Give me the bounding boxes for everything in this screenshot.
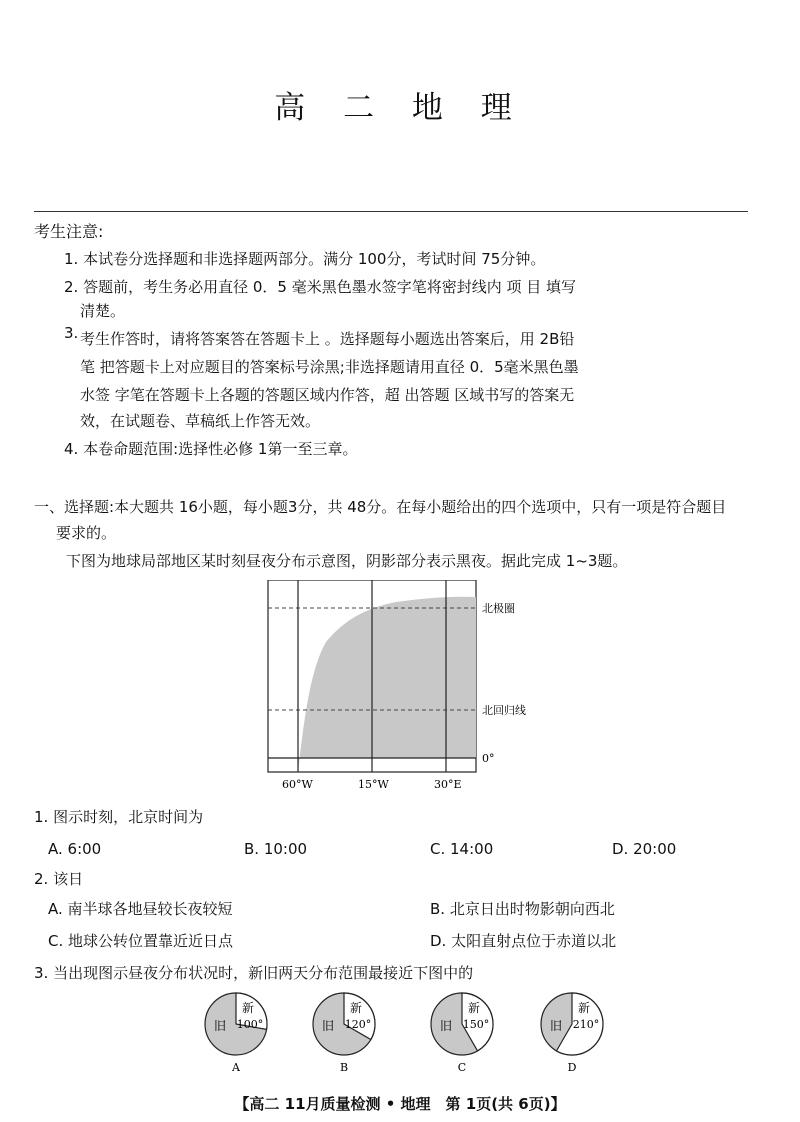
pie-angle-label: 120° (344, 1018, 372, 1031)
pie-option-b (313, 993, 375, 1074)
q3-pie-options (200, 984, 620, 1080)
notice-line-4: 4. 本卷命题范围:选择性必修 1第一至三章。 (64, 440, 358, 458)
pie-option-c (431, 993, 493, 1074)
q2-option-a: A. 南半球各地昼较长夜较短 (48, 900, 233, 918)
notice-heading: 考生注意: (34, 222, 104, 241)
q1-option-a: A. 6:00 (48, 840, 102, 858)
lon-label-15w: 15°W (358, 778, 389, 791)
lon-label-30e: 30°E (434, 778, 462, 791)
pie-angle-label: 100° (236, 1018, 264, 1031)
pie-old-label: 旧 (213, 1019, 227, 1033)
notice-line-3-num: 3. (64, 324, 79, 342)
q1-option-b: B. 10:00 (244, 840, 308, 858)
notice-line-2b: 清楚。 (80, 302, 126, 320)
pie-letter: C (457, 1061, 467, 1074)
question-2-stem: 2. 该日 (34, 870, 84, 888)
day-night-figure (266, 580, 526, 795)
label-arctic: 北极圈 (482, 602, 515, 615)
page-footer: 【高二 11月质量检测 • 地理 第 1页(共 6页)】 (234, 1095, 566, 1113)
pie-old-label: 旧 (549, 1019, 563, 1033)
pie-letter: A (232, 1061, 240, 1074)
figure-intro: 下图为地球局部地区某时刻昼夜分布示意图，阴影部分表示黑夜。据此完成 1~3题。 (66, 552, 628, 570)
pie-new-label: 新 (349, 1001, 363, 1015)
label-equator: 0° (482, 752, 495, 765)
notice-line-3d: 效，在试题卷、草稿纸上作答无效。 (80, 412, 321, 430)
pie-new-label: 新 (467, 1001, 481, 1015)
q2-option-b: B. 北京日出时物影朝向西北 (430, 900, 615, 918)
q1-option-c: C. 14:00 (430, 840, 494, 858)
pie-new-label: 新 (577, 1001, 591, 1015)
pie-letter: B (339, 1061, 349, 1074)
pie-old-label: 旧 (321, 1019, 335, 1033)
notice-line-3b: 笔 把答题卡上对应题目的答案标号涂黑;非选择题请用直径 0．5毫米黑色墨 (80, 358, 579, 376)
header-divider (34, 211, 748, 212)
pie-letter: D (567, 1061, 577, 1074)
q2-option-d: D. 太阳直射点位于赤道以北 (430, 932, 617, 950)
label-tropic: 北回归线 (482, 704, 526, 717)
section-heading-line1: 一、选择题:本大题共 16小题，每小题3分，共 48分。在每小题给出的四个选项中，只有一项是符合题目 (34, 498, 727, 516)
pie-option-d (541, 993, 603, 1074)
pie-angle-label: 150° (462, 1018, 490, 1031)
lon-label-60w: 60°W (282, 778, 313, 791)
notice-line-3c: 水签 字笔在答题卡上各题的答题区域内作答，超 出答题 区域书写的答案无 (80, 386, 575, 404)
q1-option-d: D. 20:00 (612, 840, 677, 858)
pie-angle-label: 210° (572, 1018, 600, 1031)
notice-line-1: 1. 本试卷分选择题和非选择题两部分。满分 100分，考试时间 75分钟。 (64, 250, 546, 268)
page-title: 高 二 地 理 (274, 90, 526, 126)
pie-old-label: 旧 (439, 1019, 453, 1033)
question-1-stem: 1. 图示时刻，北京时间为 (34, 808, 204, 826)
pie-option-a (205, 993, 267, 1074)
q2-option-c: C. 地球公转位置靠近近日点 (48, 932, 234, 950)
notice-line-3a: 考生作答时，请将答案答在答题卡上 。选择题每小题选出答案后，用 2B铅 (80, 330, 575, 348)
notice-line-2: 2. 答题前，考生务必用直径 0．5 毫米黑色墨水签字笔将密封线内 项 目 填写 (64, 278, 577, 296)
pie-new-label: 新 (241, 1001, 255, 1015)
section-heading-line2: 要求的。 (56, 524, 117, 542)
question-3-stem: 3. 当出现图示昼夜分布状况时，新旧两天分布范围最接近下图中的 (34, 964, 474, 982)
